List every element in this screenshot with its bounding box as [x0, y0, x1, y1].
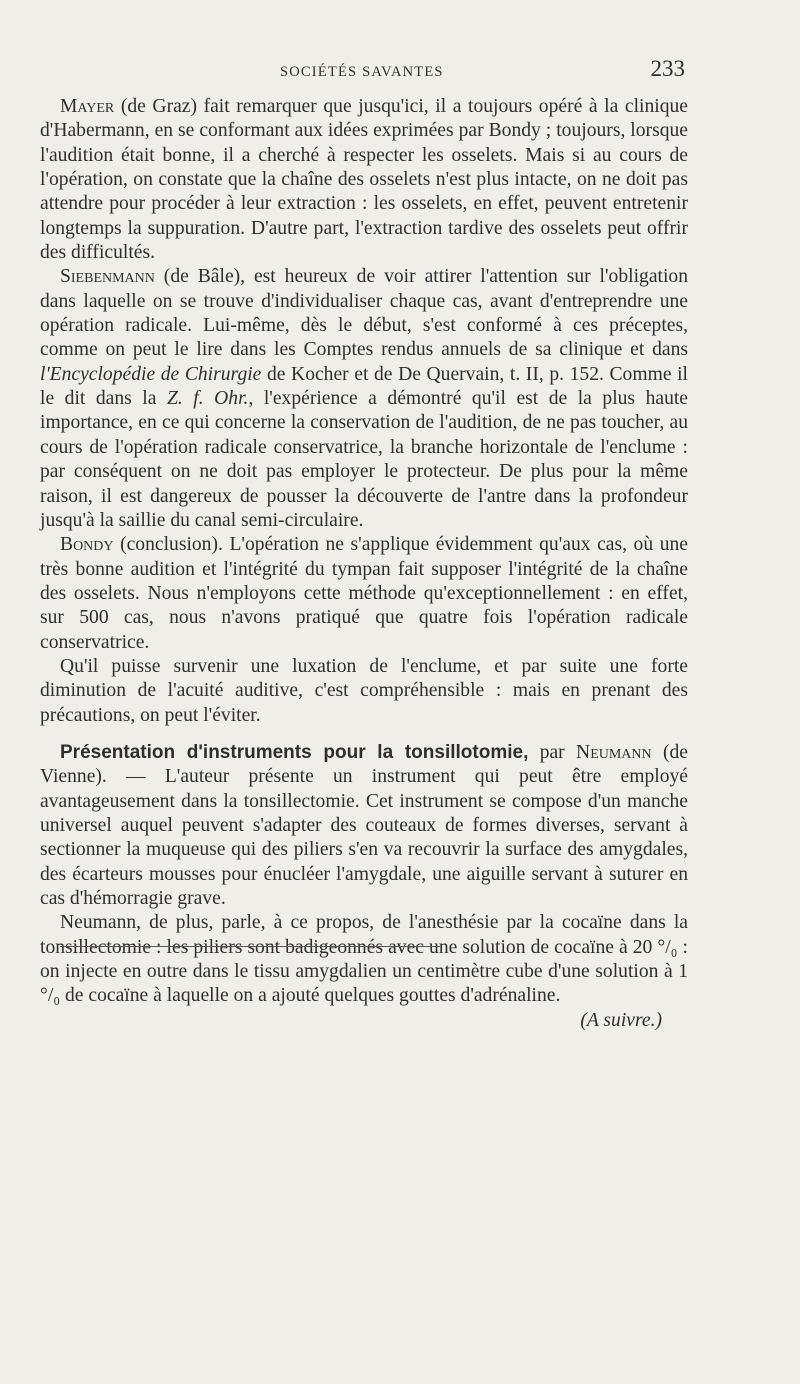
- author-name: Siebenmann: [60, 266, 155, 288]
- paragraph-siebenmann: [40, 265, 688, 533]
- article-body: [40, 95, 688, 1033]
- author-name: Mayer: [60, 96, 115, 117]
- paragraph-text: (de Graz) fait remarquer que jusqu'ici, il a toujours opéré à la clinique d'Habermann, en se conformant aux idées exprimées par Bondy ; toujours, lorsque l'audition était bonne, il a cherché à respecter les osselets. Mais si au cours de l'opération, on constate que la chaîne des osselets n'est plus intacte, on ne doit pas attendre pour procéder à leur extraction : les osselets, en effet, peuvent entretenir longtemps la suppuration. D'autre part, l'extraction tardive des osselets peut offrir des difficultés.: [40, 96, 688, 264]
- paragraph-text: de Kocher et de De Quervain, t. II, p. 152. Comme il le dit dans la: [40, 363, 688, 410]
- paragraph-luxation: Qu'il puisse survenir une luxation de l'enclume, et par suite une forte diminution de l'acuité auditive, c'est compréhensible : mais en prenant des précautions, on peut l'éviter.: [40, 655, 688, 726]
- paragraph-text: (de Vienne). — L'auteur présente un instrument qui peut être employé avantageusement dans la tonsillectomie. Cet instrument se compose d'un manche universel auquel peuvent s'adapter des couteaux de formes diverses, servant à sectionner la muqueuse qui des piliers s'en va recouvrir la surface des amygdales, des écarteurs mousses pour énucléer l'amygdale, une aiguille servant à suturer en cas d'hémorragie grave.: [40, 741, 688, 909]
- page-header: [40, 58, 685, 88]
- continued-note: (A suivre.): [580, 1009, 662, 1031]
- paragraph-text: (de Bâle), est heureux de voir attirer l'attention sur l'obligation dans laquelle on se trouve d'individualiser chaque cas, avant d'entreprendre une opération radicale. Lui-même, dès le début, s'est conformé à ces préceptes, comme on peut le lire dans les Comptes rendus annuels de sa clinique et dans: [40, 266, 688, 361]
- page-number: 233: [650, 56, 685, 81]
- paragraph-neumann-presentation: [40, 741, 688, 911]
- paragraph-mayer: [40, 95, 688, 265]
- author-name: Neumann: [576, 741, 652, 763]
- paragraph-text: par: [528, 741, 577, 763]
- section-title: Présentation d'instruments pour la tonsillotomie,: [60, 741, 529, 763]
- citation-encyclopedie: l'Encyclopédie de Chirurgie: [40, 363, 262, 385]
- citation-journal: Z. f. Ohr.: [166, 388, 249, 410]
- running-title: SOCIÉTÉS SAVANTES: [280, 64, 444, 80]
- end-rule: [60, 946, 440, 947]
- paragraph-text: (conclusion). L'opération ne s'applique évidemment qu'aux cas, où une très bonne audition et l'intégrité du tympan fait supposer l'intégrité de la chaîne des osselets. Nous n'employons cette méthode qu'exceptionnellement : en effet, sur 500 cas, nous n'avons pratiqué que quatre fois l'opération radicale conservatrice.: [40, 534, 688, 653]
- paragraph-bondy: [40, 533, 688, 655]
- paragraph-text: , l'expérience a démontré qu'il est de la plus haute importance, en ce qui concerne la conservation de l'audition, de ne pas toucher, au cours de l'opération radicale conservatrice, la branche horizontale de l'enclume : par conséquent on ne doit pas employer le protecteur. De plus pour la même raison, il est dangereux de pousser la découverte de l'antre dans la profondeur jusqu'à la saillie du canal semi-circulaire.: [40, 388, 689, 531]
- author-name: Bondy: [60, 534, 114, 556]
- paragraph-anesthesie: Neumann, de plus, parle, à ce propos, de l'anesthésie par la cocaïne dans la tonsillectomie : les piliers sont badigeonnés avec une solution de cocaïne à 20 °/₀ : on injecte en outre dans le tissu amygdalien un centimètre cube d'une solution à 1 °/₀ de cocaïne à laquelle on a ajouté quelques gouttes d'adrénaline.: [40, 912, 688, 1007]
